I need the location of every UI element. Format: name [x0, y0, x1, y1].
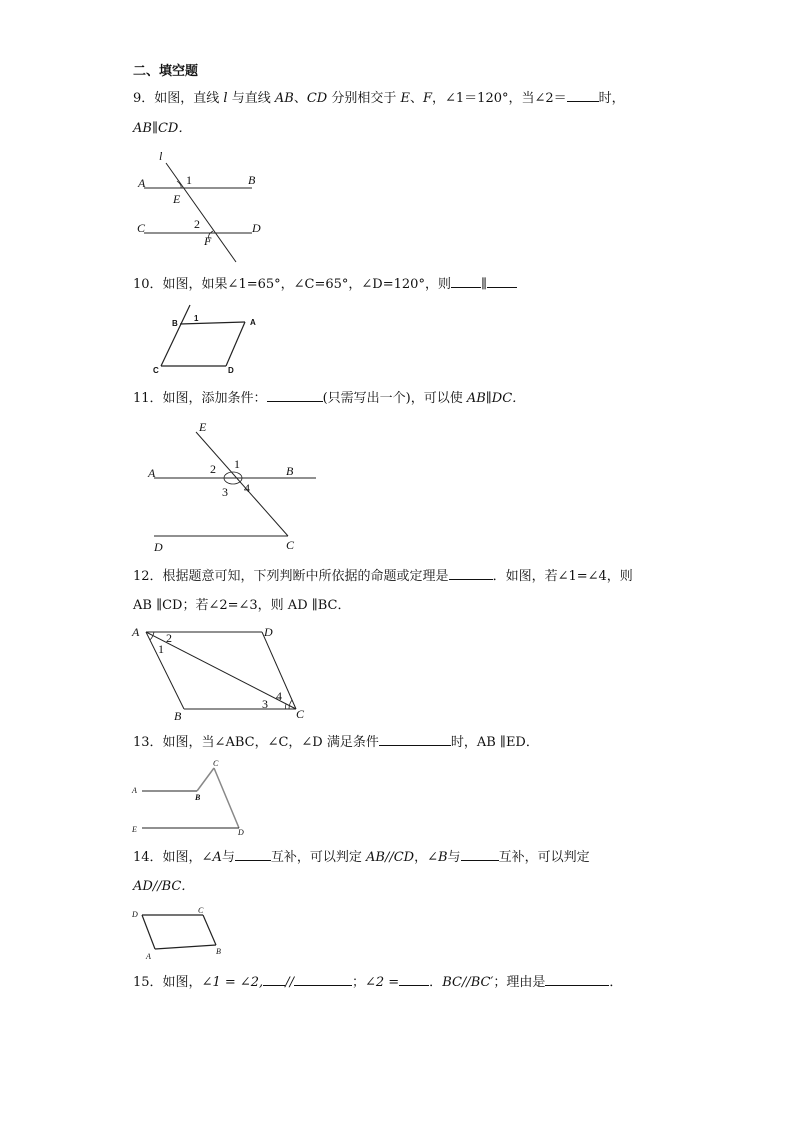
- q15-text: ；理由是: [493, 975, 546, 990]
- q9-label-a: A: [138, 176, 146, 190]
- q14-label-c: C: [198, 906, 204, 915]
- q12-answer-blank[interactable]: [449, 567, 493, 580]
- q14-text: 互补，可以判定: [270, 850, 366, 865]
- q9-line-l: l: [223, 91, 228, 106]
- q9-label-b: B: [248, 173, 256, 187]
- q9-label-d: D: [252, 221, 261, 235]
- q13-label-b: B: [195, 793, 201, 802]
- question-10-line-1: [133, 275, 517, 294]
- q10-label-d: D: [228, 366, 234, 375]
- q15-text: ．: [609, 975, 623, 990]
- question-13-line-1: [133, 733, 539, 752]
- q10-answer-blank-2[interactable]: [487, 275, 517, 288]
- q14-label-b: B: [216, 947, 221, 956]
- q9-label-2: 2: [194, 217, 200, 231]
- q9-label-e: E: [173, 192, 181, 206]
- q11-text: (只需写出一个)，可以使: [322, 391, 467, 406]
- q11-answer-blank[interactable]: [267, 389, 323, 402]
- q12-text: 根据题意可知，下列判断中所依据的命题或定理是: [162, 569, 449, 584]
- q13-label-e: E: [132, 825, 137, 834]
- q15-answer-blank-4[interactable]: [545, 973, 609, 986]
- q14-answer-blank-1[interactable]: [235, 848, 271, 861]
- q13-label-d: D: [238, 828, 244, 837]
- q15-angle-eq: ∠1 = ∠2,: [201, 975, 264, 990]
- q12-label-2: 2: [166, 631, 172, 645]
- q10-label-a: A: [250, 318, 256, 327]
- q9-text: 、: [409, 91, 423, 106]
- q14-text: 与: [221, 850, 235, 865]
- question-12-line-1: [133, 567, 633, 586]
- question-15-line-1: [133, 973, 622, 992]
- q13-text: 如图，当∠ABC，∠C，∠D 满足条件: [162, 735, 379, 750]
- q11-figure: [140, 418, 330, 558]
- q14-label-a: A: [146, 952, 151, 961]
- q12-label-3: 3: [262, 697, 268, 711]
- q15-answer-blank-1[interactable]: [263, 973, 285, 986]
- q10-number: 10．: [133, 277, 163, 292]
- q11-label-2: 2: [210, 462, 216, 476]
- question-9-line-2: AB∥CD．: [133, 121, 192, 136]
- q9-label-c: C: [137, 221, 146, 235]
- q9-figure: [130, 145, 270, 265]
- q14-text: 互补，可以判定: [498, 850, 590, 865]
- q9-text: ，∠1＝120°，当∠2＝: [432, 91, 567, 106]
- q11-label-b: B: [286, 464, 294, 478]
- q9-label-f: F: [204, 234, 212, 248]
- q15-answer-blank-2[interactable]: [294, 973, 352, 986]
- q12-number: 12．: [133, 569, 163, 584]
- q14-label-d: D: [132, 910, 138, 919]
- q9-line-cd: CD: [306, 91, 328, 106]
- q9-text: 时，: [598, 91, 625, 106]
- q12-label-c: C: [296, 707, 305, 721]
- q11-number: 11．: [133, 391, 163, 406]
- q10-answer-blank-1[interactable]: [451, 275, 481, 288]
- q9-text: 如图，直线: [154, 91, 224, 106]
- q11-label-c: C: [286, 538, 295, 552]
- q15-text: ．: [429, 975, 443, 990]
- section-title: 二、填空题: [133, 64, 199, 79]
- q15-angle-2: ∠2 =: [364, 975, 400, 990]
- q10-label-1: 1: [194, 314, 199, 323]
- q9-text: 分别相交于: [327, 91, 401, 106]
- q13-label-c: C: [213, 759, 219, 768]
- q11-label-e: E: [199, 420, 207, 434]
- q14-angle-a: ∠A: [201, 850, 222, 865]
- question-11-line-1: [133, 389, 525, 408]
- q13-number: 13．: [133, 735, 163, 750]
- q9-text: 与直线: [227, 91, 275, 106]
- question-14-line-1: [133, 848, 590, 867]
- q11-label-3: 3: [222, 485, 228, 499]
- q12-label-a: A: [132, 625, 140, 639]
- q12-label-b: B: [174, 709, 182, 723]
- q10-label-b: B: [172, 319, 178, 328]
- q13-answer-blank[interactable]: [379, 733, 451, 746]
- q12-figure: [128, 622, 318, 726]
- q14-number: 14．: [133, 850, 163, 865]
- q10-label-c: C: [153, 366, 159, 375]
- q9-line-ab: AB: [274, 91, 294, 106]
- q14-text: ，: [414, 850, 428, 865]
- q11-label-a: A: [148, 466, 156, 480]
- q9-point-e: E: [400, 91, 410, 106]
- q11-label-1: 1: [234, 457, 240, 471]
- q11-label-4: 4: [244, 481, 250, 495]
- q14-answer-blank-2[interactable]: [461, 848, 499, 861]
- q14-angle-b: ∠B: [427, 850, 448, 865]
- q15-parallel-sign: //: [285, 975, 294, 990]
- q10-text: 如图，如果∠1=65°，∠C=65°，∠D=120°，则: [162, 277, 451, 292]
- q14-lines-ab-cd: AB//CD: [366, 850, 415, 865]
- question-12-line-2: AB ∥CD；若∠2=∠3，则 AD ∥BC．: [133, 598, 351, 613]
- q9-label-l: l: [159, 149, 163, 163]
- q12-label-1: 1: [158, 642, 164, 656]
- q13-text: 时，AB ∥ED．: [450, 735, 539, 750]
- q11-text: AB∥DC．: [466, 391, 526, 406]
- q11-label-d: D: [154, 540, 163, 554]
- question-9-line-1: [133, 89, 625, 108]
- q14-text: 与: [447, 850, 461, 865]
- q15-number: 15．: [133, 975, 163, 990]
- q9-label-1: 1: [186, 173, 192, 187]
- q14-text: 如图，: [162, 850, 202, 865]
- q15-text: ；: [351, 975, 365, 990]
- q9-answer-blank[interactable]: [567, 89, 599, 102]
- q10-figure: [148, 298, 268, 378]
- q15-answer-blank-3[interactable]: [399, 973, 429, 986]
- q12-text: ．如图，若∠1=∠4，则: [492, 569, 633, 584]
- q11-text: 如图，添加条件：: [162, 391, 267, 406]
- q15-text: 如图，: [162, 975, 202, 990]
- q14-figure: [128, 903, 238, 965]
- q15-lines-bc: BC//BC′: [442, 975, 494, 990]
- q10-parallel-sign: ∥: [480, 277, 487, 292]
- q13-label-a: A: [132, 786, 137, 795]
- q12-label-d: D: [264, 625, 273, 639]
- q9-number: 9．: [133, 91, 155, 106]
- question-14-line-2: AD//BC．: [133, 879, 195, 894]
- q12-label-4: 4: [276, 689, 282, 703]
- q9-point-f: F: [422, 91, 433, 106]
- q9-text: 、: [293, 91, 307, 106]
- q13-figure: [128, 756, 258, 840]
